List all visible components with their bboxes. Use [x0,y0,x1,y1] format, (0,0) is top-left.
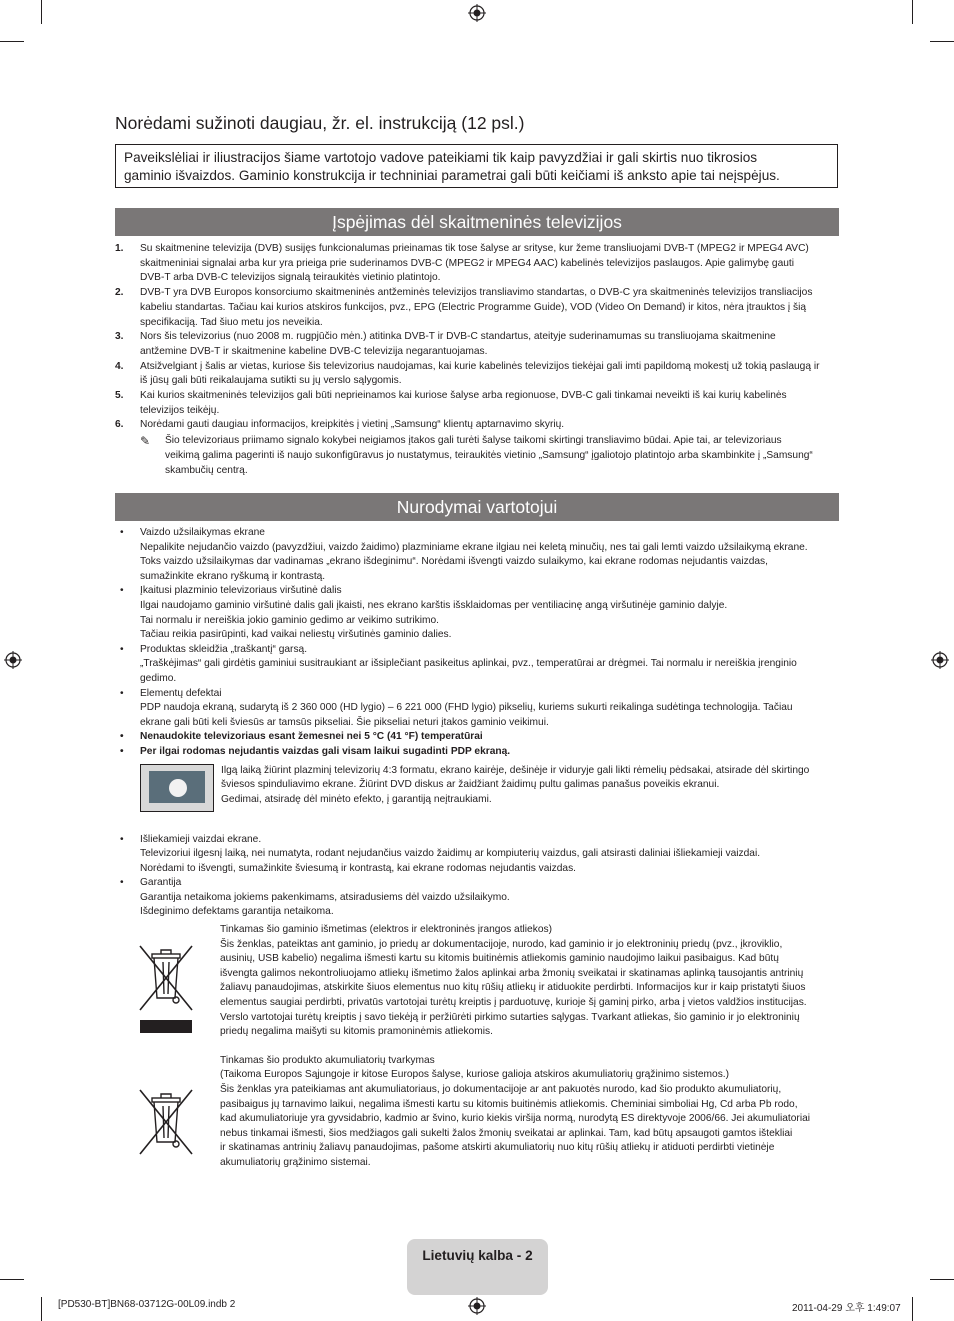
bullet-title: Per ilgai rodomas nejudantis vaizdas gali visam laikui sugadinti PDP ekraną. [140,745,511,757]
battery-line: nebus tinkamai išmesti, šios medžiagos gali sukelti žalos žmonių sveikatai ar aplinkai. Tam, kad būtų apsaugoti gamtos ištekliai [220,1127,793,1139]
crop-mark [0,1279,24,1280]
disposal-line: Šis ženklas, pateiktas ant gaminio, jo priedų ar dokumentacijoje, nurodo, kad gaminio ir jo elektroninių priedų (pvz., įkroviklio, [220,938,783,950]
bullet-title: Elementų defektai [140,687,222,699]
crop-mark [930,41,954,42]
crop-mark [0,41,24,42]
item-number: 6. [115,419,124,431]
item-line: DVB-T arba DVB-C televizijos signalą teiraukitės vietinio platintojo. [140,272,441,284]
item-line: kabeliu standartas. Tačiau kai kurios atskiros funkcijos, pvz., EPG (Electric Programme Guide), VOD (Video On Demand) ir kitos, nėra įtrauktos į šią [140,301,807,313]
crop-mark [41,0,42,24]
pencil-note-icon: ✎ [140,434,151,449]
item-line: Norėdami gauti daugiau informacijos, kreipkitės į vietinį „Samsung“ klientų aptarnavimo skyrių. [140,419,565,431]
image-caption-line: šviesos spinduliavimo ekrane. Žiūrint DVD diskus ar žaidžiant žaidimų pultu galimas panašus poveikis ekranui. [221,779,720,791]
bullet-title: Išliekamieji vaizdai ekrane. [140,833,262,845]
bullet-item: • Garantija [115,876,839,891]
bullet-item: • Nenaudokite televizoriaus esant žemesnei nei 5 °C (41 °F) temperatūrai [115,730,839,745]
item-line: DVB-T yra DVB Europos konsorciumo skaitmeninės antžeminės televizijos transliavimo standartas, o DVB-C yra skaitmeninės televizijos transliacijos [140,287,813,299]
bullet-line: ekrane gali būti keli šviesūs ar tamsūs pikseliai. Šie pikseliai neturi įtakos gaminio veikimui. [140,716,549,728]
page-heading: Norėdami sužinoti daugiau, žr. el. instrukciją (12 psl.) [115,113,525,133]
bullet-line: gedimo. [140,672,177,684]
item-number: 3. [115,331,124,343]
disposal-line: Verslo vartotojai turėtų kreiptis į savo tiekėją ir peržiūrėti pirkimo sutarties sąlygas. Tvarkant atliekas, šio gaminio ir jo elektroninių [220,1011,800,1023]
bullet-line: „Traškėjimas“ gali girdėtis gaminiui susitraukiant ar išsiplečiant pasikeitus aplinkai, pvz., temperatūrai ar drėgmei. Tai normalu ir nereiškia įrenginio [140,658,797,670]
battery-line: ir skatinamas antrinių žaliavų panaudojimas, pašome atskirti akumuliatorių nuo kitų rūšių atliekų ir atiduoti perdirbti vietinėje [220,1142,775,1154]
disposal-line: elementus saugiai perdirbti, privatūs vartotojai turėtų kreiptis į parduotuvę, kurioje šį gaminį pirko, arba į vietos valdžios institucijas. [220,996,807,1008]
bullet-line: Norėdami to išvengti, sumažinkite šviesumą ir kontrastą, kai ekrane rodomas nejudantis vaizdas. [140,862,576,874]
item-line: iš jūsų gali būti reikalaujama sutikti su jų verslo sąlygomis. [140,375,402,387]
section-title-user-instructions: Nurodymai vartotojui [115,493,839,521]
image-caption-line: Gedimai, atsiradę dėl minėto efekto, į garantiją neįtraukiami. [221,793,492,805]
list-item [115,242,839,286]
note-line: skambučių centrą. [165,464,248,476]
bullet-item: • Išliekamieji vaizdai ekrane. [115,833,839,848]
item-line: specifikaciją. Tad šiuo metu jos neveikia. [140,316,323,328]
bullet-line: sumažinkite ekrano ryškumą ir kontrastą. [140,570,326,582]
bullet-item: • Produktas skleidžia „traškantį“ garsą. [115,643,839,658]
disposal-line: išvengta galimos nekontroliuojamo atliekų išmetimo žalos aplinkai arba žmonių sveikatai ir skatinamas aplinką tausojantis antrinių [220,967,804,979]
list-item [115,418,839,433]
battery-title: Tinkamas šio produkto akumuliatorių tvarkymas [220,1054,435,1066]
registration-mark-icon [931,651,949,669]
battery-line: kad akumuliatoriuje yra gyvsidabrio, kadmio ar švino, kurio kiekis viršija normą, nurodytą ES direktyvoje 2006/66. Jei akumuliatoriai [220,1113,811,1125]
crop-mark [41,1297,42,1321]
bullet-line: Toks vaizdo užsilaikymas dar vadinamas „ekrano išdeginimu“. Norėdami išvengti vaizdo sulaikymo, kai ekrane rodomas nejudantis vaizdas, [140,556,768,568]
crop-mark [912,1297,913,1321]
bullet-line: PDP naudoja ekraną, sudarytą iš 2 360 000 (HD lygio) – 6 221 000 (FHD lygio) pikselių, kuriems sukurti reikalinga sudėtinga technologija. Tačiau [140,702,793,714]
bullet-line: Nepalikite nejudančio vaizdo (pavyzdžiui, vaizdo žaidimo) plazminiame ekrane ilgiau nei keletą minučių, nes tai gali lemti vaizdo užsilaikymą ekrane. [140,541,808,553]
list-item [115,360,839,389]
bullet-line: Tačiau reikia pasirūpinti, kad vaikai neliestų viršutinės gaminio dalies. [140,629,452,641]
crop-mark [912,0,913,24]
battery-line: pasibaigus jų tarnavimo laikui, negalima išmesti kartu su kitomis buitinėmis atliekomis. Cheminiai simboliai Hg, Cd arba Pb rodo, [220,1098,798,1110]
list-item [115,389,839,418]
battery-line: akumuliatorių grąžinimo sistemai. [220,1156,371,1168]
bullet-item: • Vaizdo užsilaikymas ekrane [115,526,839,541]
disposal-section [220,923,835,1171]
disclaimer-line: gaminio išvaizdos. Gaminio konstrukcija ir techniniai parametrai gali būti keičiami iš anksto apie tai neįspėjus. [124,168,780,183]
item-line: Nors šis televizorius (nuo 2008 m. rugpjūčio mėn.) atitinka DVB-T ir DVB-C standartus, ateityje suderinamumas su transliuojama skaitmenine [140,331,776,343]
bullet-title: Nenaudokite televizoriaus esant žemesnei nei 5 °C (41 °F) temperatūrai [140,731,483,743]
list-item [115,330,839,359]
item-line: antžemine DVB-T ir skaitmenine kabeline DVB-C televizija negarantuojamas. [140,345,488,357]
disposal-line: priedų negalima maišyti su kitomis pramoninėmis atliekomis. [220,1026,493,1038]
digital-tv-warning-list [115,242,839,478]
user-instructions [115,526,839,920]
item-number: 1. [115,243,124,254]
page-number-tab: Lietuvių kalba - 2 [407,1239,548,1295]
item-line: Su skaitmenine televizija (DVB) susijęs funkcionalumas prieinamas tik tose šalyse ar srityse, kur žeme transliuojami DVB-T (MPEG2 ir MPEG4 AVC) [140,243,809,254]
bullet-title: Produktas skleidžia „traškantį“ garsą. [140,643,308,655]
battery-line: Šis ženklas yra pateikiamas ant akumuliatoriaus, jo dokumentacijoje ar ant pakuotės nurodo, kad šio produkto akumuliatorių, [220,1083,782,1095]
bullet-line: Garantija netaikoma jokiems pakenkimams, atsiradusiems dėl vaizdo užsilaikymo. [140,891,510,903]
item-line: Kai kurios skaitmeninės televizijos gali būti neprieinamos kai kuriose šalyse arba regionuose, DVB-C gali tinkamai neveikti iš kai kurių kabelinės [140,390,787,402]
crop-mark [930,1279,954,1280]
bullet-line: Ilgai naudojamo gaminio viršutinė dalis gali įkaisti, nes ekrano karštis išsklaidomas per ventiliacinę angą viršutinėje gaminio dalyje. [140,599,728,611]
disposal-title: Tinkamas šio gaminio išmetimas (elektros ir elektroninės įrangos atliekos) [220,924,552,935]
bullet-title: Vaizdo užsilaikymas ekrane [140,527,265,538]
disposal-line: ausinių, USB kabelio) negalima išmesti kartu su kitomis buitinėmis atliekomis gaminio naudojimo laikui pasibaigus. Kad būtų [220,953,779,965]
burn-in-example [115,764,839,812]
list-item [115,286,839,330]
registration-mark-icon [468,4,486,22]
section-title-digital-tv-warning: Įspėjimas dėl skaitmeninės televizijos [115,208,839,236]
disclaimer-line: Paveikslėliai ir iliustracijos šiame vartotojo vadove pateikiami tik kaip pavyzdžiai ir gali skirtis nuo tikrosios [124,150,758,165]
item-line: Atsižvelgiant į šalis ar vietas, kuriose šis televizorius naudojamas, kai kurie kabelinės televizijos tiekėjai gali imti papildomą mokestį už tokią paslaugą ir [140,360,820,372]
disposal-line: žaliavų panaudojimas, atskirkite šiuos elementus nuo kitų rūšių atliekų ir atiduokite perdirbti. Informacijos kur ir kaip pristatyti šiuos [220,982,806,994]
battery-subtitle: (Taikoma Europos Sąjungoje ir kitose Europos šalyse, kuriose galioja atskiros akumuliatorių grąžinimo sistemos.) [220,1069,730,1081]
bullet-title: Garantija [140,877,182,889]
footer-date: 2011-04-29 오후 1:49:07 [792,1303,901,1314]
crossed-bin-icon [136,1084,196,1156]
item-line: skaitmeniniai signalai arba kur yra prieiga prie suderinamos DVB-C (MPEG2 ir MPEG4 AAC) kabelinės televizijos paslaugos. Apie galimybę gauti [140,257,794,269]
note [115,434,839,478]
item-line: televizijos teikėjų. [140,404,220,416]
item-number: 5. [115,390,124,402]
bullet-line: Tai normalu ir nereiškia jokio gaminio gedimo ar veikimo sutrikimo. [140,614,439,626]
note-line: veikimą galima pagerinti iš naujo sukonfigūravus jo nustatymus, teiraukitės vietinio „Samsung“ įgaliotojo platintojo arba skambinkite į „Samsung“ [165,449,813,461]
bullet-item: • Elementų defektai [115,687,839,702]
disclaimer-box [115,144,838,188]
plasma-screen-image [140,764,214,812]
registration-mark-icon [468,1297,486,1315]
note-line: Šio televizoriaus priimamo signalo kokybei neigiamos įtakos gali turėti šalyse taikomi skirtingi transliavimo būdai. Apie tai, ar televizoriaus [165,435,782,447]
registration-mark-icon [4,651,22,669]
bullet-line: Išdeginimo defektams garantija netaikoma. [140,906,334,918]
footer-file: [PD530-BT]BN68-03712G-00L09.indb 2 [58,1299,236,1310]
item-number: 2. [115,287,124,299]
bullet-line: Televizoriui ilgesnį laiką, nei numatyta, rodant nejudančius vaizdo žaidimų ar kompiuterių vaizdus, gali atsirasti daliniai išliekamieji vaizdai. [140,848,761,860]
image-caption-line: Ilgą laiką žiūrint plazminį televizorių 4:3 formatu, ekrano kairėje, dešinėje ir viduryje gali likti rėmelių pėdsakai, atsirade dėl skirtingo [221,764,810,776]
item-number: 4. [115,360,124,372]
bullet-item: • Per ilgai rodomas nejudantis vaizdas gali visam laikui sugadinti PDP ekraną. [115,745,839,760]
bullet-title: Įkaitusi plazminio televizoriaus viršutinė dalis [140,585,342,597]
crossed-bin-icon [136,940,196,1036]
bullet-item: • Įkaitusi plazminio televizoriaus viršutinė dalis [115,584,839,599]
